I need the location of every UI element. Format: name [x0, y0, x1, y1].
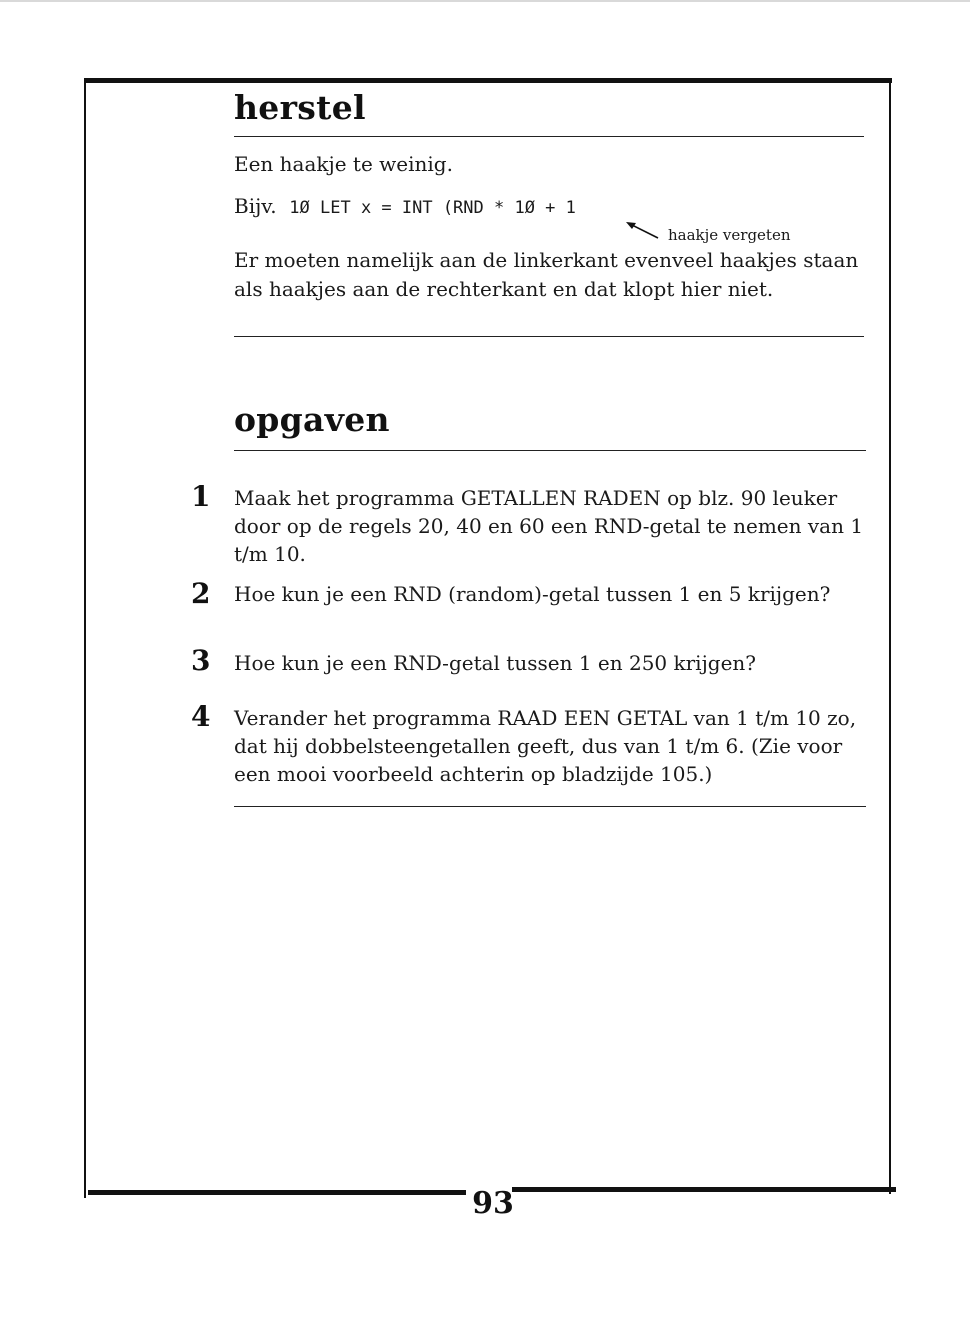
frame-right-border	[889, 78, 891, 1194]
frame-bottom-border-right	[512, 1187, 896, 1192]
scan-edge	[0, 0, 970, 2]
opgaven-top-rule	[234, 450, 866, 451]
opgaven-bottom-rule	[234, 806, 866, 807]
frame-top-border	[84, 78, 892, 83]
exercise-number: 4	[191, 700, 211, 733]
example-code: 1Ø LET x = INT (RND * 1Ø + 1	[289, 198, 576, 218]
herstel-bottom-rule	[234, 336, 864, 337]
annotation-haakje-vergeten: haakje vergeten	[668, 226, 791, 244]
exercise-text: Hoe kun je een RND (random)-getal tussen 1 en 5 krijgen?	[234, 582, 831, 606]
herstel-line: Een haakje te weinig.	[234, 152, 453, 176]
herstel-explanation: Er moeten namelijk aan de linkerkant evenveel haakjes staan als haakjes aan de rechterkant en dat klopt hier niet.	[234, 248, 859, 301]
herstel-top-rule	[234, 136, 864, 137]
exercise-text: Verander het programma RAAD EEN GETAL van 1 t/m 10 zo, dat hij dobbelsteengetallen geeft, dus van 1 t/m 6. (Zie voor een mooi voorbeeld achterin op bladzijde 105.)	[234, 706, 857, 786]
exercise-number: 1	[191, 480, 211, 513]
frame-left-border	[84, 78, 86, 1198]
frame-bottom-border-left	[88, 1190, 466, 1195]
exercise-number: 2	[191, 577, 211, 610]
exercise-number: 3	[191, 644, 211, 677]
exercise-text: Maak het programma GETALLEN RADEN op blz. 90 leuker door op de regels 20, 40 en 60 een RND-getal te nemen van 1 t/m 10.	[234, 486, 864, 566]
example-prefix: Bijv.	[234, 194, 277, 218]
arrow-icon	[624, 220, 664, 242]
exercise-text: Hoe kun je een RND-getal tussen 1 en 250 krijgen?	[234, 651, 757, 675]
herstel-example	[234, 192, 576, 223]
section-title-opgaven: opgaven	[234, 400, 390, 439]
section-title-herstel: herstel	[234, 88, 366, 127]
page-number: 93	[472, 1186, 514, 1221]
